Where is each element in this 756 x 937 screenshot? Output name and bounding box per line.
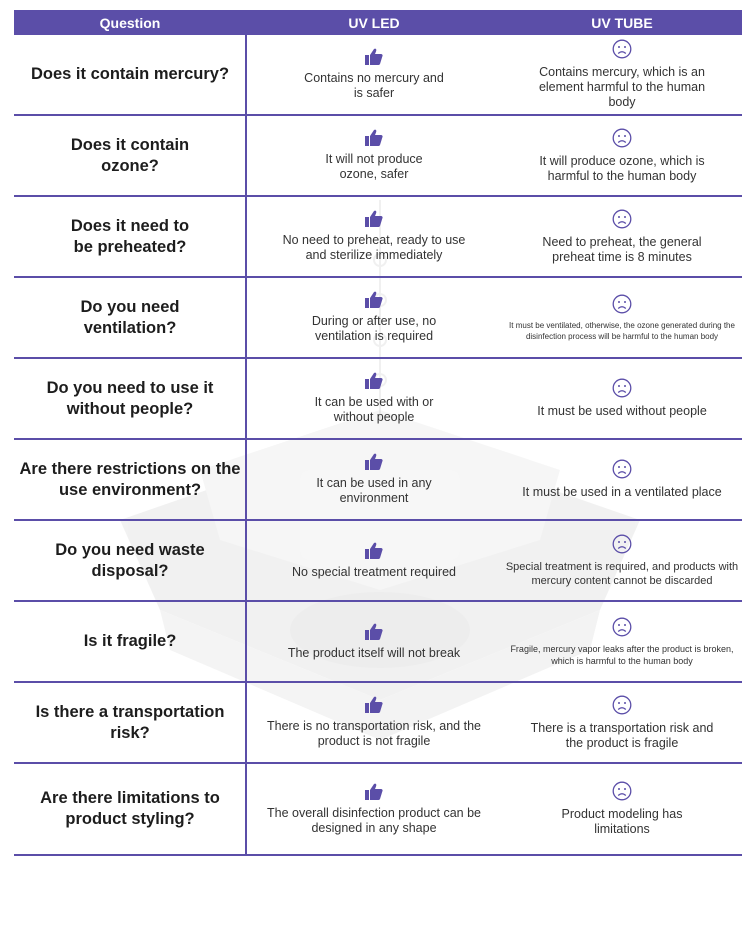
table-row xyxy=(14,521,742,602)
column-divider xyxy=(245,35,247,856)
led-text: Contains no mercury and is safer xyxy=(304,71,444,100)
sad-face-icon xyxy=(612,781,632,801)
tube-text: Special treatment is required, and products with mercury content cannot be discarded xyxy=(505,560,739,587)
sad-face-icon xyxy=(612,209,632,229)
table-row xyxy=(14,440,742,521)
led-cell xyxy=(246,440,502,519)
question-cell: Are there limitations to product styling? xyxy=(40,789,220,828)
sad-face-icon xyxy=(612,39,632,59)
table-row xyxy=(14,35,742,116)
tube-text: Need to preheat, the general preheat time is 8 minutes xyxy=(542,234,702,264)
tube-text: Product modeling has limitations xyxy=(561,807,683,836)
question-cell: Does it need to be preheated? xyxy=(70,216,190,256)
question-cell: Do you need to use it without people? xyxy=(46,378,214,418)
tube-text: It will produce ozone, which is harmful to the human body xyxy=(539,153,705,183)
tube-text: Fragile, mercury vapor leaks after the product is broken, which is harmful to the human body xyxy=(510,643,734,666)
table-row xyxy=(14,764,742,856)
table-body xyxy=(14,35,742,856)
header-question: Question xyxy=(99,14,161,31)
tube-cell xyxy=(502,440,742,519)
tube-text: Contains mercury, which is an element harmful to the human body xyxy=(538,65,706,109)
question-cell: Do you need waste disposal? xyxy=(55,540,205,580)
led-text: It will not produce ozone, safer xyxy=(325,152,423,181)
tube-cell xyxy=(502,521,742,600)
thumbs-up-icon xyxy=(365,696,383,713)
table-row xyxy=(14,359,742,440)
tube-text: It must be used in a ventilated place xyxy=(522,485,722,499)
tube-text: It must be ventilated, otherwise, the ozone generated during the disinfection process will be harmful to the human body xyxy=(509,320,735,341)
thumbs-up-icon xyxy=(365,291,383,308)
tube-cell xyxy=(502,278,742,357)
sad-face-icon xyxy=(612,534,632,554)
led-cell xyxy=(246,359,502,438)
thumbs-up-icon xyxy=(365,623,383,640)
led-cell xyxy=(246,35,502,114)
led-cell xyxy=(246,197,502,276)
sad-face-icon xyxy=(612,294,632,314)
table-header xyxy=(14,10,742,35)
led-text: No special treatment required xyxy=(292,564,456,579)
tube-text: There is a transportation risk and the product is fragile xyxy=(530,720,714,750)
question-cell: Does it contain ozone? xyxy=(70,135,190,175)
led-text: It can be used in any environment xyxy=(316,476,432,505)
thumbs-up-icon xyxy=(365,48,383,65)
led-cell xyxy=(246,683,502,762)
thumbs-up-icon xyxy=(365,129,383,146)
header-uv-tube: UV TUBE xyxy=(591,14,653,31)
tube-cell xyxy=(502,35,742,114)
table-row xyxy=(14,278,742,359)
thumbs-up-icon xyxy=(365,783,383,800)
table-row xyxy=(14,116,742,197)
thumbs-up-icon xyxy=(365,372,383,389)
sad-face-icon xyxy=(612,695,632,715)
question-cell: Is there a transportation risk? xyxy=(35,702,225,742)
tube-cell xyxy=(502,602,742,681)
sad-face-icon xyxy=(612,459,632,479)
led-text: The product itself will not break xyxy=(287,645,461,660)
tube-cell xyxy=(502,359,742,438)
table-row xyxy=(14,683,742,764)
tube-cell xyxy=(502,116,742,195)
header-uv-led: UV LED xyxy=(348,14,400,31)
led-cell xyxy=(246,116,502,195)
sad-face-icon xyxy=(612,617,632,637)
led-text: It can be used with or without people xyxy=(314,395,434,424)
led-text: There is no transportation risk, and the product is not fragile xyxy=(266,719,481,748)
led-cell xyxy=(246,521,502,600)
led-cell xyxy=(246,602,502,681)
thumbs-up-icon xyxy=(365,542,383,559)
led-text: During or after use, no ventilation is required xyxy=(311,314,437,343)
question-cell: Does it contain mercury? xyxy=(30,65,230,83)
tube-text: It must be used without people xyxy=(537,404,707,418)
thumbs-up-icon xyxy=(365,210,383,227)
tube-cell xyxy=(502,764,742,854)
led-text: The overall disinfection product can be designed in any shape xyxy=(266,805,481,835)
tube-cell xyxy=(502,197,742,276)
led-cell xyxy=(246,278,502,357)
thumbs-up-icon xyxy=(365,453,383,470)
led-text: No need to preheat, ready to use and sterilize immediately xyxy=(282,233,466,262)
sad-face-icon xyxy=(612,128,632,148)
table-row xyxy=(14,602,742,683)
question-cell: Is it fragile? xyxy=(83,632,177,650)
tube-cell xyxy=(502,683,742,762)
question-cell: Do you need ventilation? xyxy=(80,297,180,337)
question-cell: Are there restrictions on the use environment? xyxy=(19,459,241,499)
led-cell xyxy=(246,764,502,854)
sad-face-icon xyxy=(612,378,632,398)
table-row xyxy=(14,197,742,278)
comparison-table xyxy=(14,10,742,856)
